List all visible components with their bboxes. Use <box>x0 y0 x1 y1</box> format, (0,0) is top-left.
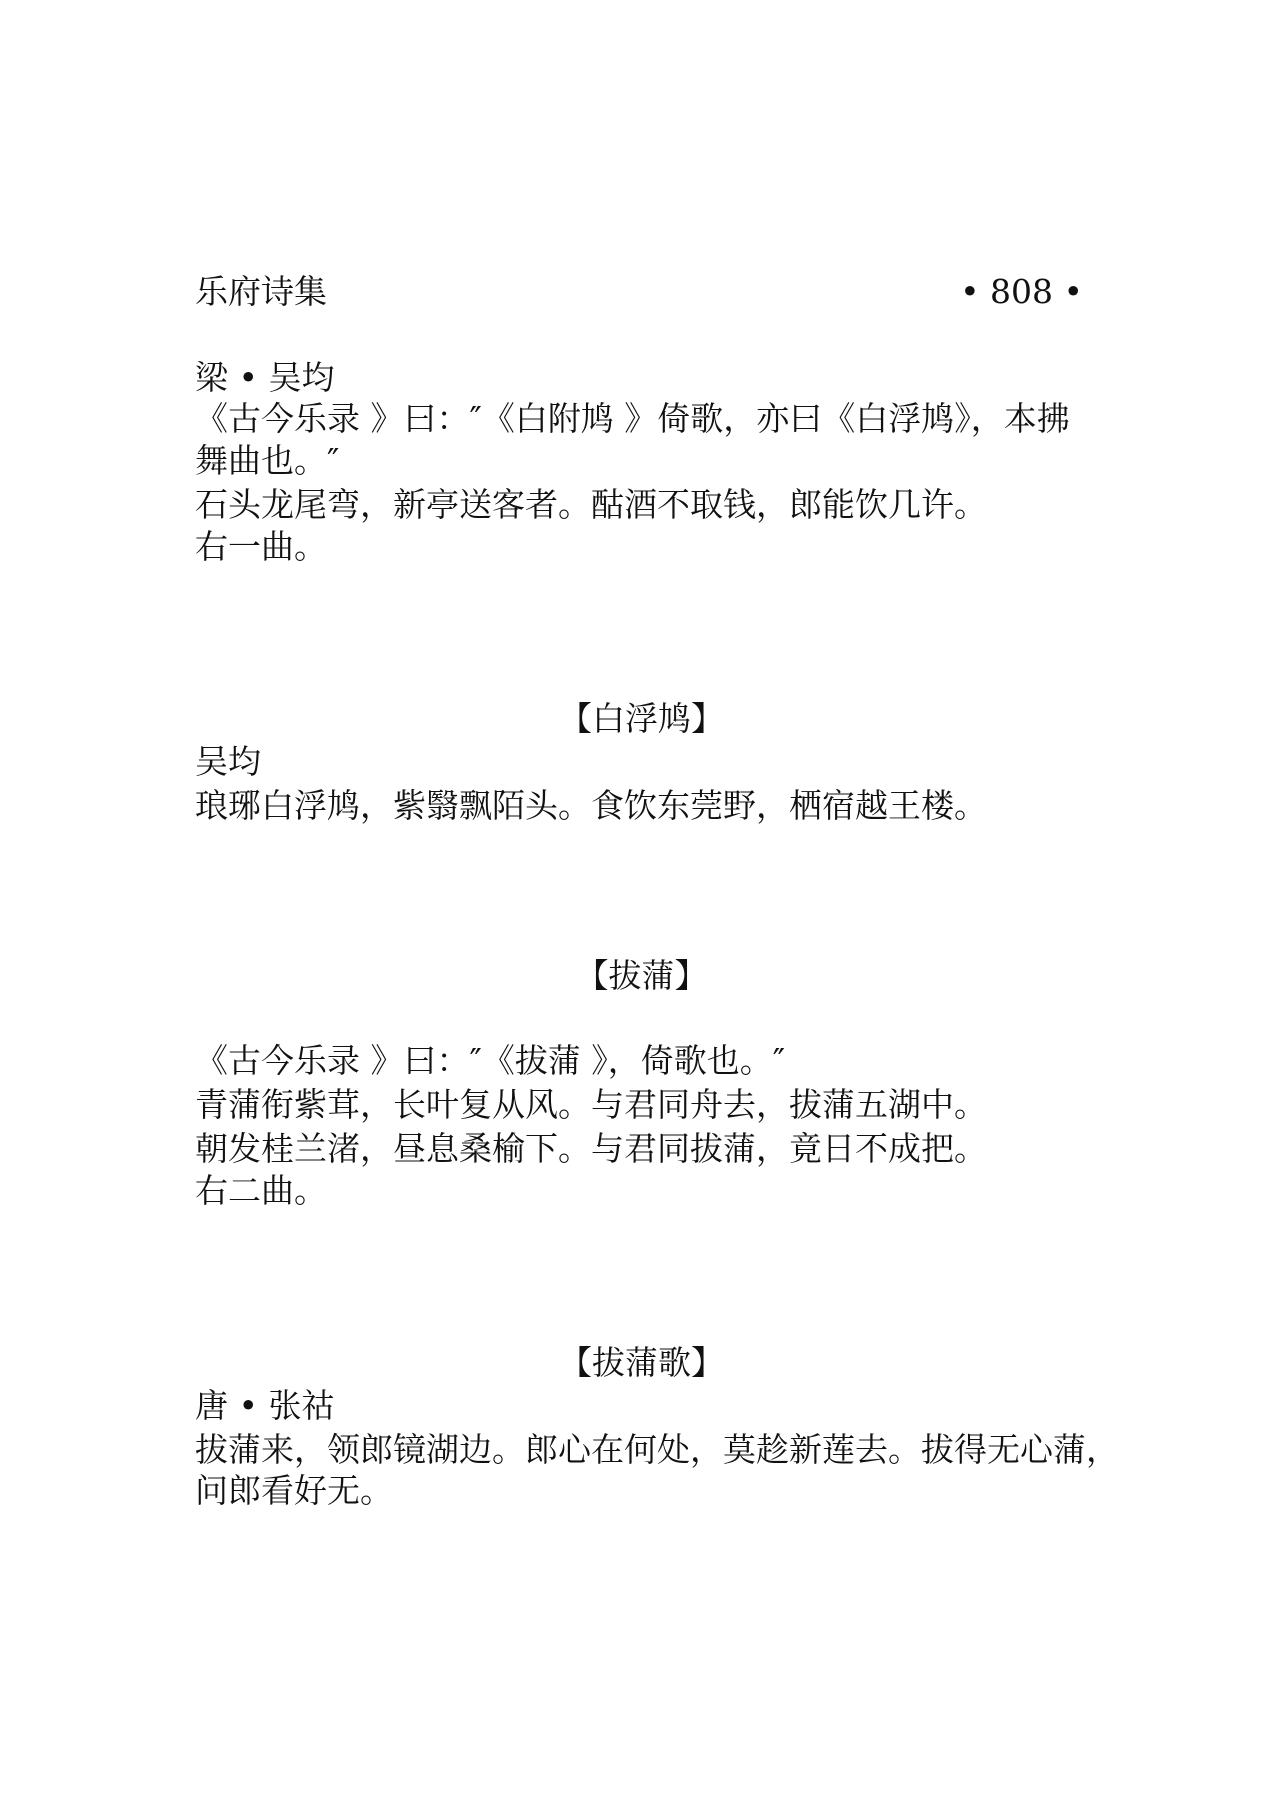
poem-line: 青蒲衔紫茸，长叶复从风。与君同舟去，拔蒲五湖中。 <box>195 1085 987 1124</box>
section-title: 【拔蒲】 <box>575 956 708 995</box>
note-line: 《古今乐录 》曰：″《白附鸠 》倚歌，亦曰《白浮鸠》，本拂 <box>195 399 1070 438</box>
note-line: 《古今乐录 》曰：″《拔蒲 》，倚歌也。″ <box>195 1041 786 1080</box>
poem-line: 拔蒲来，领郎镜湖边。郎心在何处，莫趁新莲去。拔得无心蒲， <box>195 1430 1119 1469</box>
author-line: 吴均 <box>195 742 261 781</box>
poem-line: 琅琊白浮鸠，紫翳飘陌头。食饮东莞野，栖宿越王楼。 <box>195 786 987 825</box>
section-footer: 右二曲。 <box>195 1171 327 1210</box>
author-line: 梁 • 吴均 <box>195 358 335 397</box>
section-title: 【拔蒲歌】 <box>559 1343 724 1382</box>
section-title: 【白浮鸠】 <box>559 699 724 738</box>
note-line: 舞曲也。″ <box>195 441 340 480</box>
page-number: • 808 • <box>960 272 1083 311</box>
author-line: 唐 • 张祜 <box>195 1386 335 1425</box>
poem-line: 朝发桂兰渚，昼息桑榆下。与君同拔蒲，竟日不成把。 <box>195 1129 987 1168</box>
book-title: 乐府诗集 <box>195 272 327 311</box>
poem-line: 问郎看好无。 <box>195 1471 393 1510</box>
poem-line: 石头龙尾弯，新亭送客者。酤酒不取钱，郎能饮几许。 <box>195 485 987 524</box>
section-footer: 右一曲。 <box>195 527 327 566</box>
